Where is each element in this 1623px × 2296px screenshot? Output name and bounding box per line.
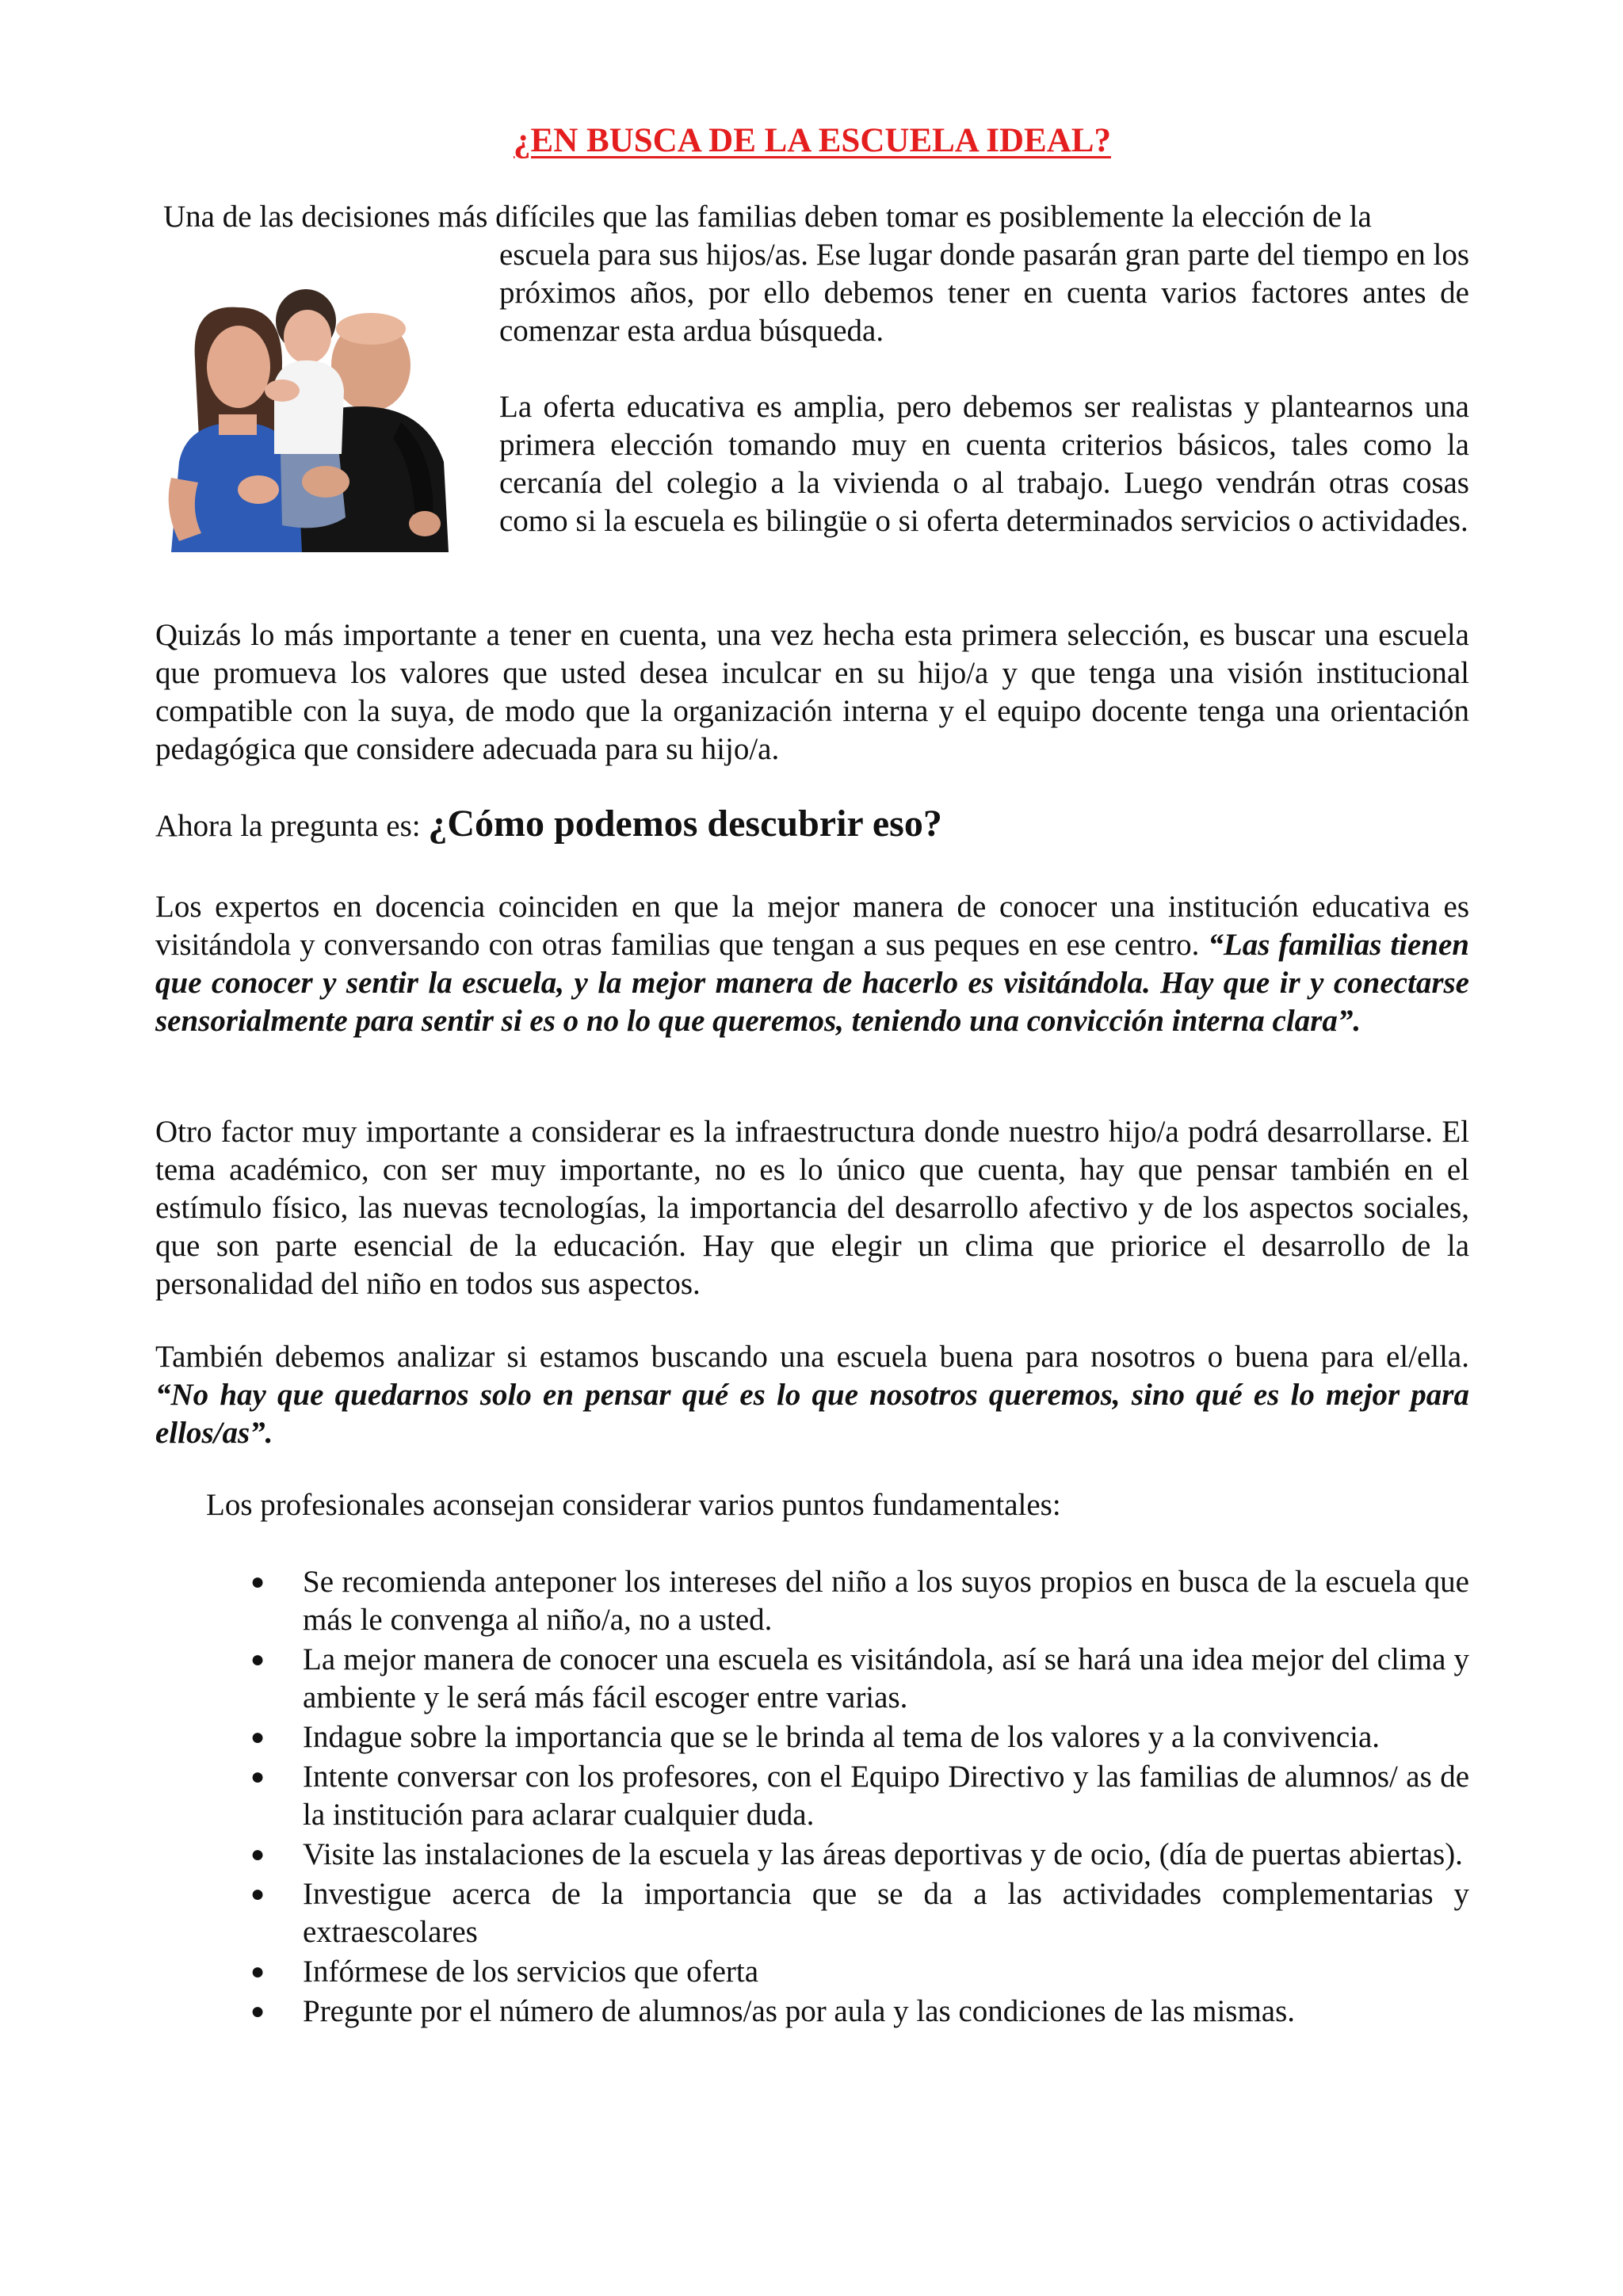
points-list [155, 1563, 1469, 2032]
experts-quote: “Las familias tienen que conocer y sentir la escuela, y la mejor manera de hacerlo es visitándola. Hay que ir y conectarse sensorialmente para sentir si es o no lo que queremos, teniendo una convicción interna clara”. [155, 928, 1469, 1038]
list-item [155, 1875, 1469, 1951]
list-item [155, 1718, 1469, 1756]
analyze-quote: “No hay que quedarnos solo en pensar qué es lo que nosotros queremos, sino qué es lo mejor para ellos/as”. [155, 1378, 1469, 1450]
list-item [155, 1993, 1469, 2031]
list-item-text: Intente conversar con los profesores, con el Equipo Directivo y las familias de alumnos/ as de la institución para aclarar cualquier duda. [303, 1760, 1469, 1832]
experts-paragraph [155, 888, 1469, 1040]
intro-paragraph-2: La oferta educativa es amplia, pero debemos ser realistas y plantearnos una primera elección tomando muy en cuenta criterios básicos, tales como la cercanía del colegio a la vivienda o al trabajo. Luego vendrán otras cosas como si la escuela es bilingüe o si oferta determinados servicios o actividades. [499, 390, 1469, 538]
list-item-text: Pregunte por el número de alumnos/as por aula y las condiciones de las mismas. [303, 1994, 1296, 2028]
list-item-text: Indague sobre la importancia que se le brinda al tema de los valores y a la convivencia. [303, 1720, 1381, 1754]
list-item-text: Se recomienda anteponer los intereses del niño a los suyos propios en busca de la escuela que más le convenga al niño/a, no a usted. [303, 1565, 1469, 1637]
list-item [155, 1836, 1469, 1874]
question-line [155, 805, 1469, 845]
page-title: ¿EN BUSCA DE LA ESCUELA IDEAL? [514, 122, 1111, 159]
bullet-dot-icon: ● [250, 1764, 265, 1790]
bullet-dot-icon: ● [250, 1646, 265, 1672]
list-item-text: Investigue acerca de la importancia que se da a las actividades complementarias y extraescolares [303, 1877, 1469, 1949]
list-item-text: La mejor manera de conocer una escuela es visitándola, así se hará una idea mejor del clima y ambiente y le será más fácil escoger entre varias. [303, 1642, 1469, 1714]
intro-column [499, 236, 1469, 540]
experts-text: Los expertos en docencia coinciden en que la mejor manera de conocer una institución educativa es visitándola y conversando con otras familias que tengan a sus peques en ese centro. [155, 890, 1469, 962]
analyze-text: También debemos analizar si estamos buscando una escuela buena para nosotros o buena para el/ella. [155, 1340, 1469, 1374]
intro-first-line: Una de las decisiones más difíciles que las familias deben tomar es posiblemente la elección de la [163, 200, 1372, 234]
list-item [155, 1953, 1469, 1991]
list-item-text: Visite las instalaciones de la escuela y las áreas deportivas y de ocio, (día de puertas abiertas). [303, 1837, 1463, 1871]
points-lead: Los profesionales aconsejan considerar varios puntos fundamentales: [206, 1488, 1061, 1522]
list-item [155, 1563, 1469, 1639]
values-paragraph: Quizás lo más importante a tener en cuenta, una vez hecha esta primera selección, es buscar una escuela que promueva los valores que usted desea inculcar en su hijo/a y que tenga una visión institucional compatible con la suya, de modo que la organización interna y el equipo docente tenga una orientación pedagógica que considere adecuada para su hijo/a. [155, 618, 1469, 766]
bullet-dot-icon: ● [250, 1724, 265, 1750]
bullet-dot-icon: ● [250, 1569, 265, 1595]
list-item [155, 1641, 1469, 1717]
bullet-dot-icon: ● [250, 1998, 265, 2024]
question-heading: ¿Cómo podemos descubrir eso? [428, 803, 942, 845]
intro-paragraph-1: escuela para sus hijos/as. Ese lugar donde pasarán gran parte del tiempo en los próximos años, por ello debemos tener en cuenta varios factores antes de comenzar esta ardua búsqueda. [499, 238, 1469, 348]
analyze-paragraph [155, 1338, 1469, 1452]
infrastructure-paragraph: Otro factor muy importante a considerar es la infraestructura donde nuestro hijo/a podrá desarrollarse. El tema académico, con ser muy importante, no es lo único que cuenta, hay que pensar también en el estímulo físico, las nuevas tecnologías, la importancia del desarrollo afectivo y de los aspectos sociales, que son parte esencial de la educación. Hay que elegir un clima que priorice el desarrollo de la personalidad del niño en todos sus aspectos. [155, 1115, 1469, 1301]
bullet-dot-icon: ● [250, 1841, 265, 1867]
bullet-dot-icon: ● [250, 1958, 265, 1985]
question-prefix: Ahora la pregunta es: [155, 809, 429, 843]
family-photo [163, 272, 452, 552]
list-item [155, 1758, 1469, 1834]
bullet-dot-icon: ● [250, 1881, 265, 1907]
list-item-text: Infórmese de los servicios que oferta [303, 1955, 759, 1989]
